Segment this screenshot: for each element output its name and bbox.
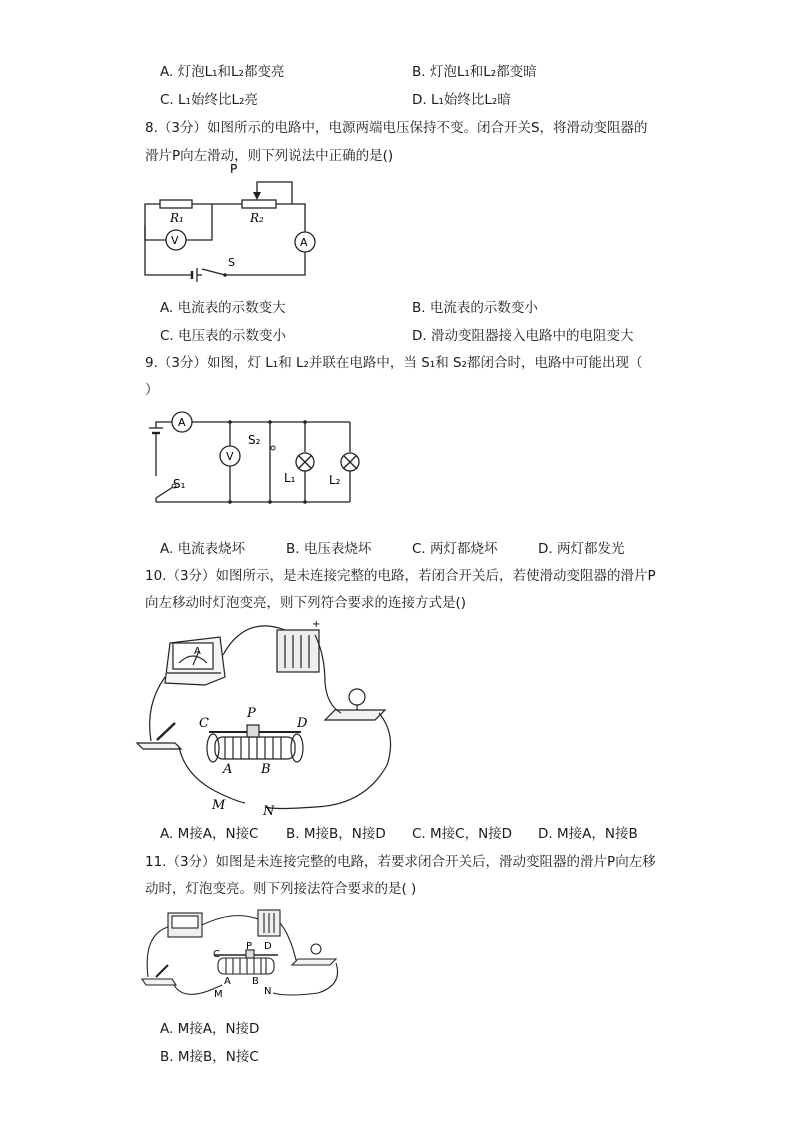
q8-option-a: A. 电流表的示数变大 bbox=[160, 300, 286, 316]
q8-option-b: B. 电流表的示数变小 bbox=[412, 300, 538, 316]
q7-option-d: D. L₁始终比L₂暗 bbox=[412, 92, 511, 108]
q10-label-d: D bbox=[297, 716, 308, 731]
q9-label-s1: S₁ bbox=[173, 477, 186, 491]
q11-label-m: M bbox=[214, 989, 223, 1000]
q9-label-s2: S₂ bbox=[248, 433, 261, 447]
q11-option-a: A. M接A，N接D bbox=[160, 1021, 260, 1037]
q7-option-c: C. L₁始终比L₂亮 bbox=[160, 92, 258, 108]
q9-label-l1: L₁ bbox=[284, 471, 296, 485]
q11-label-n: N bbox=[264, 986, 272, 997]
q9-option-b: B. 电压表烧坏 bbox=[286, 541, 372, 557]
q7-option-a: A. 灯泡L₁和L₂都变亮 bbox=[160, 64, 285, 80]
q8-label-p: P bbox=[230, 162, 238, 176]
q10-label-m: M bbox=[212, 798, 226, 813]
q8-label-s: S bbox=[228, 256, 235, 269]
q9-circuit-diagram bbox=[145, 408, 360, 508]
q10-label-a: A bbox=[223, 762, 233, 777]
q11-stem-line2: 动时，灯泡变亮。则下列接法符合要求的是( ) bbox=[145, 881, 417, 897]
q11-label-b: B bbox=[252, 976, 259, 987]
q10-option-c: C. M接C，N接D bbox=[412, 826, 513, 842]
q7-option-b: B. 灯泡L₁和L₂都变暗 bbox=[412, 64, 537, 80]
q10-label-meter: A bbox=[194, 646, 201, 657]
q10-option-a: A. M接A，N接C bbox=[160, 826, 259, 842]
q11-label-a: A bbox=[224, 976, 231, 987]
q10-label-plus: + bbox=[312, 619, 321, 630]
q9-label-a: A bbox=[178, 416, 186, 429]
q8-stem-line1: 8.（3分）如图所示的电路中，电源两端电压保持不变。闭合开关S，将滑动变阻器的 bbox=[145, 120, 648, 136]
q9-stem-line1: 9.（3分）如图，灯 L₁和 L₂并联在电路中，当 S₁和 S₂都闭合时，电路中可能出现（ bbox=[145, 355, 643, 371]
q10-label-n: N bbox=[263, 804, 275, 819]
q11-label-d: D bbox=[264, 941, 272, 952]
q9-label-v: V bbox=[226, 450, 234, 463]
q8-option-d: D. 滑动变阻器接入电路中的电阻变大 bbox=[412, 328, 634, 344]
q11-label-p: P bbox=[246, 941, 253, 952]
q9-option-c: C. 两灯都烧坏 bbox=[412, 541, 498, 557]
q8-label-r2: R₂ bbox=[250, 211, 264, 225]
q9-option-d: D. 两灯都发光 bbox=[538, 541, 625, 557]
q10-stem-line2: 向左移动时灯泡变亮，则下列符合要求的连接方式是() bbox=[145, 595, 467, 611]
q8-option-c: C. 电压表的示数变小 bbox=[160, 328, 287, 344]
q10-label-p: P bbox=[247, 706, 256, 721]
q10-label-c: C bbox=[199, 716, 209, 731]
q9-label-l2: L₂ bbox=[329, 473, 341, 487]
q9-option-a: A. 电流表烧坏 bbox=[160, 541, 246, 557]
q8-stem-line2: 滑片P向左滑动，则下列说法中正确的是() bbox=[145, 148, 394, 164]
q8-label-v: V bbox=[171, 234, 179, 247]
q11-circuit-illustration bbox=[138, 905, 348, 1005]
q11-stem-line1: 11.（3分）如图是未连接完整的电路，若要求闭合开关后，滑动变阻器的滑片P向左移 bbox=[145, 854, 656, 870]
q8-label-r1: R₁ bbox=[170, 211, 184, 225]
q8-label-a: A bbox=[300, 236, 308, 249]
q10-stem-line1: 10.（3分）如图所示，是未连接完整的电路，若闭合开关后，若使滑动变阻器的滑片P bbox=[145, 568, 656, 584]
q8-circuit-diagram bbox=[140, 162, 330, 280]
q10-circuit-illustration bbox=[135, 615, 395, 819]
q11-label-c: C bbox=[213, 949, 220, 960]
q10-label-b: B bbox=[261, 762, 271, 777]
q11-option-b: B. M接B，N接C bbox=[160, 1049, 259, 1065]
q10-option-b: B. M接B，N接D bbox=[286, 826, 386, 842]
q10-option-d: D. M接A，N接B bbox=[538, 826, 638, 842]
q9-stem-line2: ） bbox=[145, 382, 159, 398]
